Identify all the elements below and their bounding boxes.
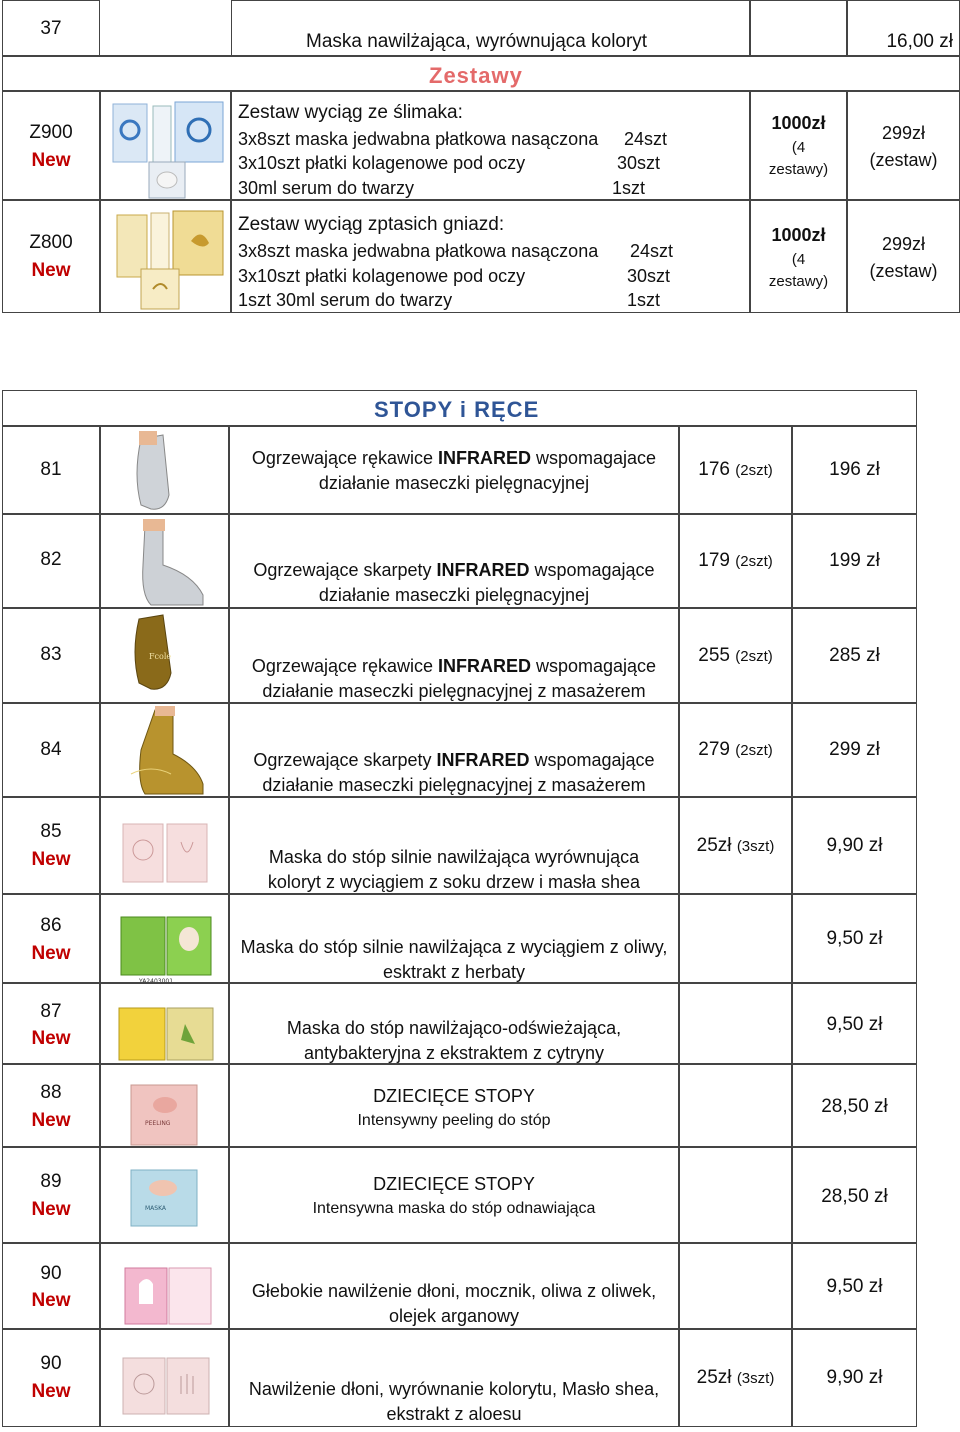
description-text: DZIECIĘCE STOPY — [373, 1086, 535, 1106]
product-code: 84 — [40, 739, 62, 760]
description-text: Głebokie nawilżenie dłoni, mocznik, oliwa z oliwek, — [251, 1281, 657, 1301]
product-code-cell — [2, 1243, 100, 1329]
glove-gold-product-image — [101, 609, 228, 702]
product-price-cell — [792, 797, 917, 894]
set-item-qty: 30szt — [617, 153, 661, 173]
product-description-cell — [229, 894, 679, 983]
bulk-note: zestawy) — [768, 161, 829, 178]
product-code-cell — [2, 426, 100, 514]
product-price-cell — [792, 608, 917, 703]
description-bold-text: INFRARED — [438, 448, 531, 468]
product-code-cell — [2, 1329, 100, 1427]
product-description-line2: Intensywny peeling do stóp — [357, 1112, 551, 1129]
set-code: Z800 — [29, 232, 73, 253]
product-code: 88 — [40, 1082, 62, 1103]
svg-text:Fcole: Fcole — [149, 652, 172, 661]
bulk-value: 25zł — [696, 1367, 732, 1388]
bulk-note: (4 — [791, 139, 806, 156]
description-bold-text: INFRARED — [436, 560, 530, 580]
product-description-line1 — [230, 1085, 678, 1107]
product-price-cell — [792, 1329, 917, 1427]
new-badge: New — [31, 150, 71, 171]
section-title: Zestawy — [429, 63, 523, 88]
product-description-line2: koloryt z wyciągiem z soku drzew i masła shea — [267, 872, 641, 892]
product-image-cell — [100, 1243, 229, 1329]
product-description: Maska nawilżająca, wyrównująca koloryt — [306, 31, 648, 52]
product-image-cell — [100, 608, 229, 703]
product-price: 16,00 zł — [886, 31, 953, 52]
svg-text:PEELING: PEELING — [145, 1120, 171, 1127]
top-row-price-cell — [847, 0, 960, 56]
set-price-note: (zestaw) — [869, 150, 938, 170]
set-bulk-cell — [750, 91, 847, 200]
product-description-cell — [229, 608, 679, 703]
product-image-cell — [100, 797, 229, 894]
product-bulk-cell — [679, 1329, 792, 1427]
description-text: wspomagające — [531, 656, 657, 676]
product-price: 285 zł — [829, 645, 880, 666]
set-code-cell — [2, 200, 100, 313]
product-description-cell — [229, 426, 679, 514]
bulk-unit: (2szt) — [735, 648, 773, 665]
product-code-cell — [2, 797, 100, 894]
product-code-cell — [2, 1064, 100, 1147]
bulk-value: 279 — [698, 739, 730, 760]
bulk-price — [680, 739, 791, 762]
product-description-line2: Intensywna maska do stóp odnawiająca — [312, 1200, 596, 1217]
set-image-cell — [100, 91, 231, 200]
description-text: Ogrzewające rękawice — [251, 656, 438, 676]
set-item-qty: 24szt — [624, 129, 668, 149]
product-price-cell — [792, 703, 917, 797]
product-description-line1 — [230, 846, 678, 868]
bulk-unit: (3szt) — [736, 838, 775, 855]
description-bold-text: INFRARED — [438, 656, 531, 676]
set-item-name: 3x10szt płatki kolagenowe pod oczy — [238, 266, 526, 286]
description-text: wspomagajace — [531, 448, 657, 468]
new-badge: New — [31, 943, 71, 964]
set-description-cell — [231, 200, 750, 313]
feet-hands-section-header — [2, 390, 917, 426]
product-bulk-cell — [679, 1243, 792, 1329]
bulk-note: zestawy) — [768, 273, 829, 290]
product-code: 82 — [40, 549, 62, 570]
section-title: STOPY i RĘCE — [374, 397, 540, 422]
product-description-cell — [229, 703, 679, 797]
sets-section-header — [2, 56, 960, 91]
set-price-cell — [847, 91, 960, 200]
bulk-unit: (2szt) — [735, 742, 773, 759]
set-price-note: (zestaw) — [869, 261, 938, 281]
new-badge: New — [31, 1381, 71, 1402]
new-badge: New — [31, 1110, 71, 1131]
mask-green-product-image — [101, 895, 228, 982]
product-image-cell — [100, 1147, 229, 1243]
product-price-cell — [792, 1147, 917, 1243]
bulk-value: 176 — [698, 459, 730, 480]
product-price-cell — [792, 1064, 917, 1147]
product-code-cell — [2, 894, 100, 983]
description-text: Maska do stóp nawilżająco-odświeżająca, — [286, 1018, 622, 1038]
birdnest-set-product-image — [101, 201, 230, 312]
bulk-price — [680, 835, 791, 858]
mask-yellow-product-image — [101, 984, 228, 1063]
product-description-cell — [229, 514, 679, 608]
description-text: Ogrzewające rękawice — [251, 448, 438, 468]
product-bulk-cell — [679, 514, 792, 608]
snail-set-product-image — [101, 92, 230, 199]
hand-pink-product-image — [101, 1244, 228, 1328]
set-price-cell — [847, 200, 960, 313]
product-code: 83 — [40, 644, 62, 665]
product-description-cell — [229, 1329, 679, 1427]
product-price: 28,50 zł — [821, 1096, 888, 1117]
set-title: Zestaw wyciąg zptasich gniazd: — [238, 214, 505, 235]
top-row-description-cell — [231, 0, 750, 56]
set-item-qty: 1szt — [627, 290, 661, 310]
bulk-price: 1000zł — [771, 225, 826, 245]
product-code: 37 — [40, 18, 62, 39]
product-price-cell — [792, 1243, 917, 1329]
product-price: 196 zł — [829, 459, 880, 480]
set-item-qty: 24szt — [630, 241, 674, 261]
product-image-cell — [100, 1064, 229, 1147]
product-code: 89 — [40, 1171, 62, 1192]
svg-text:YA2403001: YA2403001 — [139, 978, 174, 982]
set-code: Z900 — [29, 122, 73, 143]
description-text: Maska do stóp silnie nawilżająca wyrównująca — [268, 847, 640, 867]
set-item-qty: 1szt — [612, 178, 646, 198]
product-bulk-cell — [679, 608, 792, 703]
product-description-line1 — [230, 655, 678, 677]
description-text: DZIECIĘCE STOPY — [373, 1174, 535, 1194]
product-description-cell — [229, 797, 679, 894]
bulk-unit: (2szt) — [735, 553, 773, 570]
product-bulk-cell — [679, 983, 792, 1064]
description-bold-text: INFRARED — [436, 750, 530, 770]
set-bulk-cell — [750, 200, 847, 313]
bulk-price — [680, 459, 791, 482]
product-code: 85 — [40, 821, 62, 842]
set-price: 299zł — [881, 123, 926, 143]
product-description-line2: esktrakt z herbaty — [382, 962, 526, 982]
product-image-cell — [100, 983, 229, 1064]
product-price: 299 zł — [829, 739, 880, 760]
product-price: 9,50 zł — [826, 928, 883, 949]
sock-gold-product-image — [101, 704, 228, 796]
product-description-line1 — [230, 559, 678, 581]
bulk-price — [680, 645, 791, 668]
product-price: 9,90 zł — [826, 835, 883, 856]
product-bulk-cell — [679, 797, 792, 894]
new-badge: New — [31, 1028, 71, 1049]
peel-blue-product-image — [101, 1148, 228, 1242]
product-image-cell — [100, 1329, 229, 1427]
hand-beige-product-image — [101, 1330, 228, 1426]
bulk-price — [680, 550, 791, 573]
product-description-line2: działanie maseczki pielęgnacyjnej z masażerem — [262, 775, 646, 795]
bulk-value: 255 — [698, 645, 730, 666]
product-price: 28,50 zł — [821, 1186, 888, 1207]
product-description-line2: ekstrakt z aloesu — [386, 1404, 522, 1424]
set-item-name: 3x10szt płatki kolagenowe pod oczy — [238, 153, 526, 173]
new-badge: New — [31, 260, 71, 281]
set-item-name: 3x8szt maska jedwabna płatkowa nasączona — [238, 129, 599, 149]
set-item-name: 30ml serum do twarzy — [238, 178, 415, 198]
product-image-cell — [100, 426, 229, 514]
bulk-unit: (2szt) — [735, 462, 773, 479]
description-text: Nawilżenie dłoni, wyrównanie kolorytu, Masło shea, — [248, 1379, 660, 1399]
set-image-cell — [100, 200, 231, 313]
new-badge: New — [31, 849, 71, 870]
bulk-price: 1000zł — [771, 113, 826, 133]
top-row-bulk-cell — [750, 0, 847, 56]
set-item-name: 3x8szt maska jedwabna płatkowa nasączona — [238, 241, 599, 261]
product-image-cell — [100, 514, 229, 608]
product-code-cell — [2, 983, 100, 1064]
glove-silver-product-image — [101, 427, 228, 513]
product-price: 199 zł — [829, 550, 880, 571]
product-description-line1 — [230, 1017, 678, 1039]
description-text: wspomagające — [529, 560, 655, 580]
sock-silver-product-image — [101, 515, 228, 607]
product-bulk-cell — [679, 703, 792, 797]
product-code-cell — [2, 608, 100, 703]
product-code: 81 — [40, 459, 62, 480]
bulk-price — [680, 1367, 791, 1390]
description-text: wspomagające — [529, 750, 655, 770]
product-bulk-cell — [679, 1064, 792, 1147]
peel-pink-product-image — [101, 1065, 228, 1146]
set-code-cell — [2, 91, 100, 200]
product-price-cell — [792, 894, 917, 983]
product-description-cell — [229, 1147, 679, 1243]
mask-pink-product-image — [101, 798, 228, 893]
product-bulk-cell — [679, 894, 792, 983]
svg-text:MASKA: MASKA — [145, 1205, 167, 1212]
product-description-line2: olejek arganowy — [388, 1306, 520, 1326]
top-row-code-cell — [2, 0, 100, 56]
set-title: Zestaw wyciąg ze ślimaka: — [238, 102, 463, 123]
product-description-line1 — [230, 936, 678, 958]
product-price-cell — [792, 983, 917, 1064]
product-description-line1 — [230, 749, 678, 771]
product-price: 9,50 zł — [826, 1014, 883, 1035]
set-item-qty: 30szt — [627, 266, 671, 286]
product-description-line1 — [230, 1378, 678, 1400]
product-price-cell — [792, 514, 917, 608]
product-code: 87 — [40, 1001, 62, 1022]
product-description-cell — [229, 1064, 679, 1147]
top-row-image-cell — [100, 0, 231, 56]
bulk-value: 179 — [698, 550, 730, 571]
product-image-cell — [100, 703, 229, 797]
set-description-cell — [231, 91, 750, 200]
description-text: Ogrzewające skarpety — [253, 560, 437, 580]
product-code: 90 — [40, 1353, 62, 1374]
product-image-cell — [100, 894, 229, 983]
set-price: 299zł — [881, 234, 926, 254]
product-code-cell — [2, 703, 100, 797]
product-price-cell — [792, 426, 917, 514]
product-bulk-cell — [679, 426, 792, 514]
bulk-note: (4 — [791, 251, 806, 268]
new-badge: New — [31, 1199, 71, 1220]
description-text: Maska do stóp silnie nawilżająca z wyciągiem z oliwy, — [240, 937, 668, 957]
set-item-name: 1szt 30ml serum do twarzy — [238, 290, 453, 310]
product-description-cell — [229, 983, 679, 1064]
bulk-unit: (3szt) — [736, 1370, 775, 1387]
product-bulk-cell — [679, 1147, 792, 1243]
product-price: 9,90 zł — [826, 1367, 883, 1388]
product-description-line2: działanie maseczki pielęgnacyjnej z masażerem — [262, 681, 646, 701]
product-code: 86 — [40, 915, 62, 936]
product-description-line2: działanie maseczki pielęgnacyjnej — [318, 585, 590, 605]
product-description-line2: działanie maseczki pielęgnacyjnej — [318, 473, 590, 493]
product-code: 90 — [40, 1263, 62, 1284]
product-description-cell — [229, 1243, 679, 1329]
product-description-line1 — [230, 1173, 678, 1195]
product-price: 9,50 zł — [826, 1276, 883, 1297]
new-badge: New — [31, 1290, 71, 1311]
description-text: Ogrzewające skarpety — [253, 750, 437, 770]
product-code-cell — [2, 514, 100, 608]
product-code-cell — [2, 1147, 100, 1243]
product-description-line2: antybakteryjna z ekstraktem z cytryny — [303, 1043, 605, 1063]
bulk-value: 25zł — [696, 835, 732, 856]
product-description-line1 — [230, 447, 678, 469]
product-description-line1 — [230, 1280, 678, 1302]
